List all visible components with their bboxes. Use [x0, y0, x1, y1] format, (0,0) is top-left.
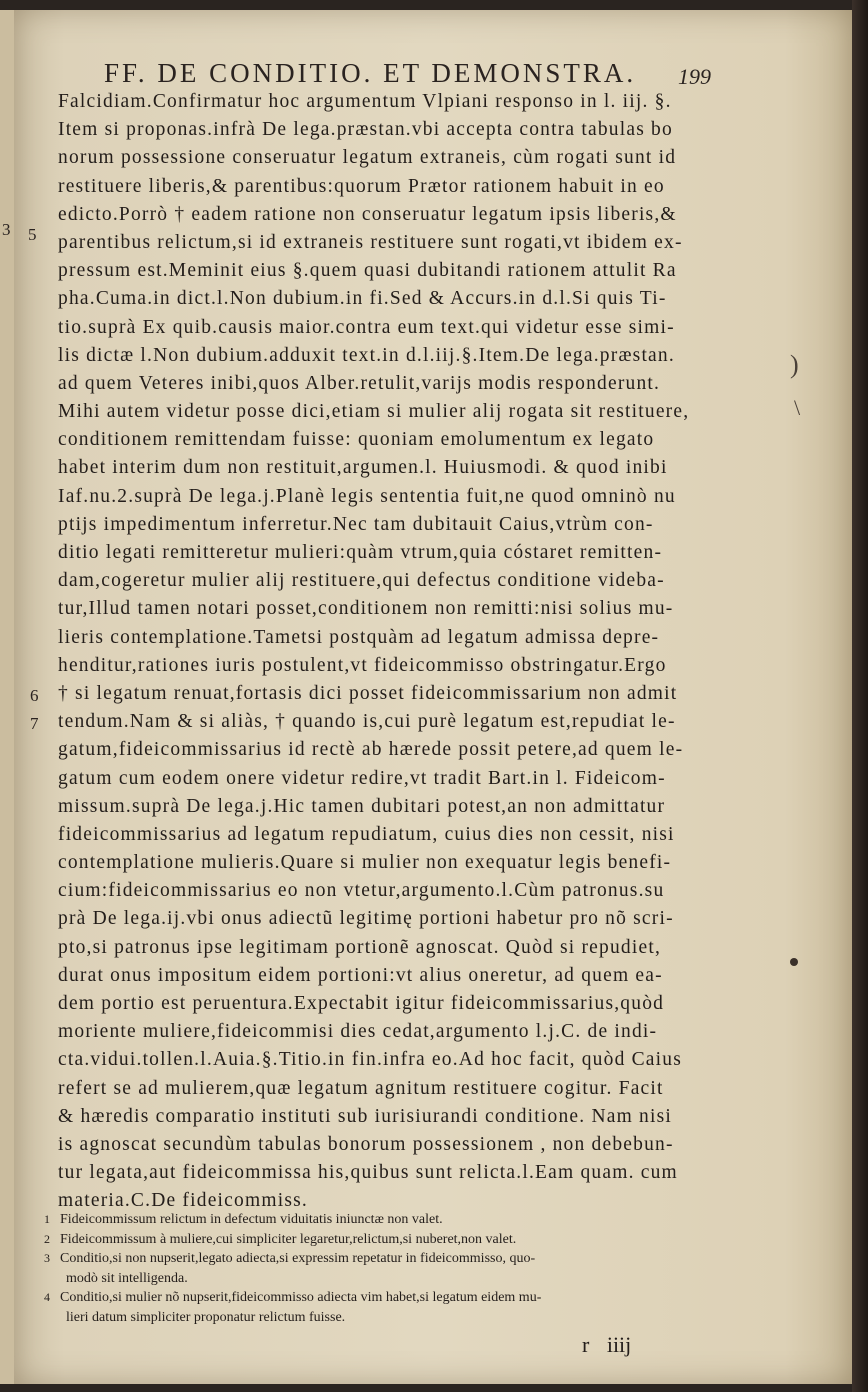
text-line: gatum cum eodem onere videtur redire,vt tradit Bart.in l. Fideicom-	[58, 767, 666, 789]
text-line: refert se ad mulierem,quæ legatum agnitum restituere cogitur. Facit	[58, 1077, 664, 1099]
footnote-number: 4	[44, 1290, 50, 1304]
ink-spot	[790, 958, 798, 966]
right-page-edge	[852, 0, 868, 1392]
text-line: durat onus impositum eidem portioni:vt alius oneretur, ad quem ea-	[58, 964, 663, 986]
text-line: cta.vidui.tollen.l.Auia.§.Titio.in fin.infra eo.Ad hoc facit, quòd Caius	[58, 1049, 683, 1071]
text-line: tur,Illud tamen notari posset,conditionem non remitti:nisi solius mu-	[58, 598, 674, 620]
footnote-number: 1	[44, 1212, 50, 1226]
text-line: cium:fideicommissarius eo non vtetur,argumento.l.Cùm patronus.su	[58, 880, 665, 902]
body-text	[58, 88, 702, 1216]
footnote	[44, 1230, 724, 1250]
text-line: henditur,rationes iuris postulent,vt fideicommisso obstringatur.Ergo	[58, 654, 667, 676]
text-line: gatum,fideicommissarius id rectè ab hærede possit petere,ad quem le-	[58, 739, 684, 761]
margin-number-3: 3	[2, 220, 11, 239]
text-line: parentibus relictum,si id extraneis restituere sunt rogati,vt ibidem ex-	[58, 231, 683, 253]
text-line: missum.suprà De lega.j.Hic tamen dubitari potest,an non admittatur	[58, 795, 666, 817]
signature-mark: r iiij	[582, 1332, 632, 1357]
text-line: Item si proponas.infrà De lega.præstan.vbi accepta contra tabulas bo	[58, 119, 673, 141]
text-line: Falcidiam.Confirmatur hoc argumentum Vlpiani responso in l. iij. §.	[58, 91, 672, 112]
margin-number-5: 5	[28, 225, 37, 244]
text-line: habet interim dum non restituit,argumen.l. Huiusmodi. & quod inibi	[58, 457, 668, 479]
text-line: conditionem remittendam fuisse: quoniam emolumentum ex legato	[58, 429, 655, 451]
text-line: fideicommissarius ad legatum repudiatum, cuius dies non cessit, nisi	[58, 823, 675, 845]
text-line: † si legatum renuat,fortasis dici posset fideicommissarium non admit	[58, 682, 678, 704]
text-line: materia.C.De fideicommiss.	[58, 1190, 308, 1212]
footnotes	[44, 1210, 724, 1327]
footnote-continuation: lieri datum simpliciter proponatur relictum fuisse.	[66, 1309, 346, 1325]
page-number: 199	[678, 64, 711, 89]
text-line: ditio legati remitteretur mulieri:quàm vtrum,quia cóstaret remitten-	[58, 542, 663, 563]
text-line: Mihi autem videtur posse dici,etiam si mulier alij rogata sit restituere,	[58, 401, 690, 423]
book-page	[2, 10, 852, 1384]
footnote	[44, 1249, 724, 1288]
text-line: dam,cogeretur mulier alij restituere,qui defectus conditione videba-	[58, 570, 665, 592]
text-line: & hæredis comparatio instituti sub iurisiurandi conditione. Nam nisi	[58, 1105, 672, 1127]
text-line: norum possessione conseruatur legatum extraneis, cùm rogati sunt id	[58, 147, 677, 169]
text-line: moriente muliere,fideicommisi dies cedat,argumento l.j.C. de indi-	[58, 1021, 658, 1043]
text-line: tur legata,aut fideicommissa his,quibus sunt relicta.l.Eam quam. cum	[58, 1162, 678, 1184]
footnote	[44, 1288, 724, 1327]
text-line: ad quem Veteres inibi,quos Alber.retulit,varijs modis responderunt.	[58, 372, 661, 394]
footnote-number: 3	[44, 1251, 50, 1265]
footnote-text: Conditio,si non nupserit,legato adiecta,si expressim repetatur in fideicommisso, quo-	[60, 1251, 536, 1266]
footnote-number: 2	[44, 1231, 50, 1246]
text-line: lis dictæ l.Non dubium.adduxit text.in d.l.iij.§.Item.De lega.præstan.	[58, 344, 675, 366]
left-page-edge	[0, 10, 14, 1384]
footnote-text: Fideicommissum à muliere,cui simpliciter legaretur,relictum,si nuberet,non valet.	[60, 1231, 517, 1247]
text-line: Iaf.nu.2.suprà De lega.j.Planè legis sententia fuit,ne quod omninò nu	[58, 485, 676, 507]
footnote-continuation: modò sit intelligenda.	[66, 1270, 188, 1286]
text-line: pressum est.Meminit eius §.quem quasi dubitandi rationem attulit Ra	[58, 260, 677, 282]
text-line: tendum.Nam & si aliàs, † quando is,cui purè legatum est,repudiat le-	[58, 711, 676, 733]
text-line: contemplatione mulieris.Quare si mulier non exequatur legis benefi-	[58, 852, 672, 874]
running-head: FF. DE CONDITIO. ET DEMONSTRA.	[104, 58, 637, 88]
margin-number-7: 7	[30, 714, 39, 733]
footnote-text: Conditio,si mulier nõ nupserit,fideicommisso adiecta vim habet,si legatum eidem mu-	[60, 1290, 542, 1305]
text-line: edicto.Porrò † eadem ratione non conseruatur legatum ipsis liberis,&	[58, 203, 677, 225]
text-line: lieris contemplatione.Tametsi postquàm ad legatum admissa depre-	[58, 626, 660, 648]
margin-number-6: 6	[30, 686, 39, 705]
text-line: pha.Cuma.in dict.l.Non dubium.in fi.Sed & Accurs.in d.l.Si quis Ti-	[58, 288, 667, 310]
text-line: restituere liberis,& parentibus:quorum Prætor rationem habuit in eo	[58, 175, 665, 197]
ink-mark: )	[790, 350, 799, 379]
text-line: pto,si patronus ipse legitimam portionẽ agnoscat. Quòd si repudiet,	[58, 936, 662, 958]
text-line: ptijs impedimentum inferretur.Nec tam dubitauit Caius,vtrùm con-	[58, 513, 654, 535]
text-line: prà De lega.ij.vbi onus adiectũ legitimę portioni habetur pro nõ scri-	[58, 908, 674, 930]
text-line: tio.suprà Ex quib.causis maior.contra eum text.qui videtur esse simi-	[58, 316, 675, 338]
text-line: is agnoscat secundùm tabulas bonorum possessionem , non debebun-	[58, 1133, 674, 1155]
footnote-text: Fideicommissum relictum in defectum viduitatis iniunctæ non valet.	[60, 1212, 443, 1227]
footnote	[44, 1210, 724, 1230]
ink-mark: \	[794, 395, 801, 420]
text-line: dem portio est peruentura.Expectabit igitur fideicommissarius,quòd	[58, 993, 665, 1014]
